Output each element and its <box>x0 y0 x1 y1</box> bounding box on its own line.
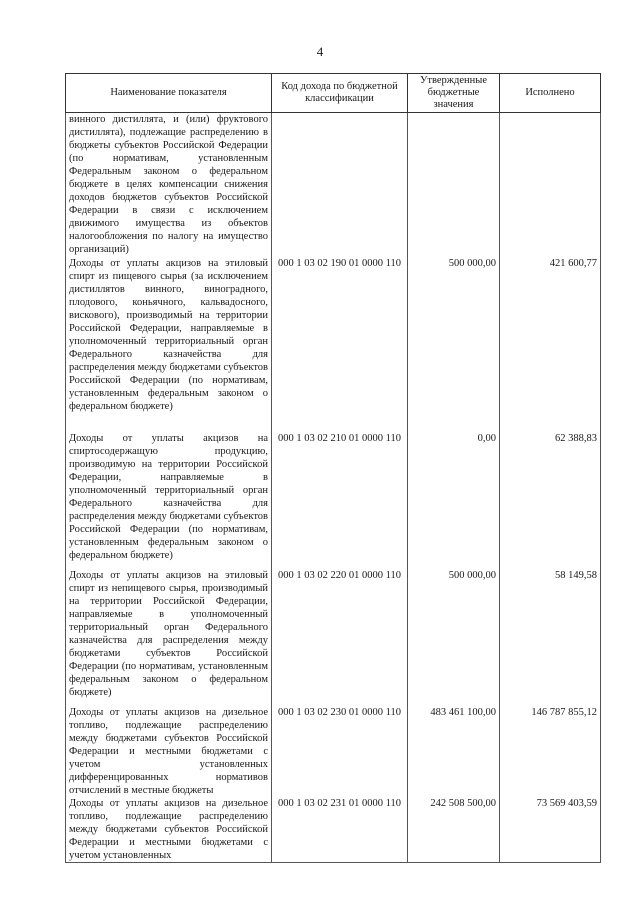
header-name: Наименование показателя <box>66 74 272 113</box>
row-code: 000 1 03 02 210 01 0000 110 <box>272 432 408 569</box>
row-name: винного дистиллята, и (или) фруктового дистиллята), подлежащие распределению в бюджеты субъектов Российской Федерации (по нормативам, установленным Федеральным законом о федеральном бюджете в целях компенсации снижения доходов бюджетов субъектов Российской Федерации в связи с исключением движимого имущества из объектов налогообложения по налогу на имущество организаций) <box>66 113 272 257</box>
row-approved: 500 000,00 <box>408 569 500 706</box>
table-row <box>66 257 601 432</box>
table-header-row <box>66 74 601 113</box>
row-name: Доходы от уплаты акцизов на этиловый спирт из пищевого сырья (за исключением дистиллятов винного, виноградного, плодового, коньячного, кальвадосного, вискового), производимый на территории Российской Федерации, направляемые в уполномоченный территориальный орган Федерального казначейства для распределения между бюджетами субъектов Российской Федерации (по нормативам, установленным федеральным законом о федеральном бюджете) <box>66 257 272 432</box>
row-approved: 242 508 500,00 <box>408 797 500 863</box>
row-executed: 62 388,83 <box>500 432 601 569</box>
header-code: Код дохода по бюджетной классификации <box>272 74 408 113</box>
row-code <box>272 113 408 257</box>
row-executed: 58 149,58 <box>500 569 601 706</box>
row-name: Доходы от уплаты акцизов на дизельное топливо, подлежащие распределению между бюджетами субъектов Российской Федерации и местными бюджетами с учетом установленных дифференцированных нормативов отчислений в местные бюджеты <box>66 706 272 797</box>
row-approved: 483 461 100,00 <box>408 706 500 797</box>
row-code: 000 1 03 02 231 01 0000 110 <box>272 797 408 863</box>
table-row <box>66 797 601 863</box>
row-approved <box>408 113 500 257</box>
revenue-table <box>65 73 601 863</box>
row-approved: 0,00 <box>408 432 500 569</box>
row-executed <box>500 113 601 257</box>
row-name: Доходы от уплаты акцизов на спиртосодержащую продукцию, производимую на территории Российской Федерации, направляемые в уполномоченный территориальный орган Федерального казначейства для распределения между бюджетами субъектов Российской Федерации (по нормативам, установленным федеральным законом о федеральном бюджете) <box>66 432 272 569</box>
row-approved: 500 000,00 <box>408 257 500 432</box>
row-code: 000 1 03 02 190 01 0000 110 <box>272 257 408 432</box>
page-number: 4 <box>316 44 324 59</box>
row-code: 000 1 03 02 230 01 0000 110 <box>272 706 408 797</box>
row-executed: 421 600,77 <box>500 257 601 432</box>
row-code: 000 1 03 02 220 01 0000 110 <box>272 569 408 706</box>
table-row <box>66 113 601 257</box>
row-name: Доходы от уплаты акцизов на дизельное топливо, подлежащие распределению между бюджетами субъектов Российской Федерации и местными бюджетами с учетом установленных <box>66 797 272 863</box>
table-row <box>66 569 601 706</box>
header-executed: Исполнено <box>500 74 601 113</box>
row-executed: 73 569 403,59 <box>500 797 601 863</box>
row-executed: 146 787 855,12 <box>500 706 601 797</box>
table-row <box>66 706 601 797</box>
table-row <box>66 432 601 569</box>
row-name: Доходы от уплаты акцизов на этиловый спирт из непищевого сырья, производимый на территории Российской Федерации, направляемые в уполномоченный территориальный орган Федерального казначейства для распределения между бюджетами субъектов Российской Федерации (по нормативам, установленным федеральным законом о федеральном бюджете) <box>66 569 272 706</box>
header-approved: Утвержденные бюджетные значения <box>408 74 500 113</box>
